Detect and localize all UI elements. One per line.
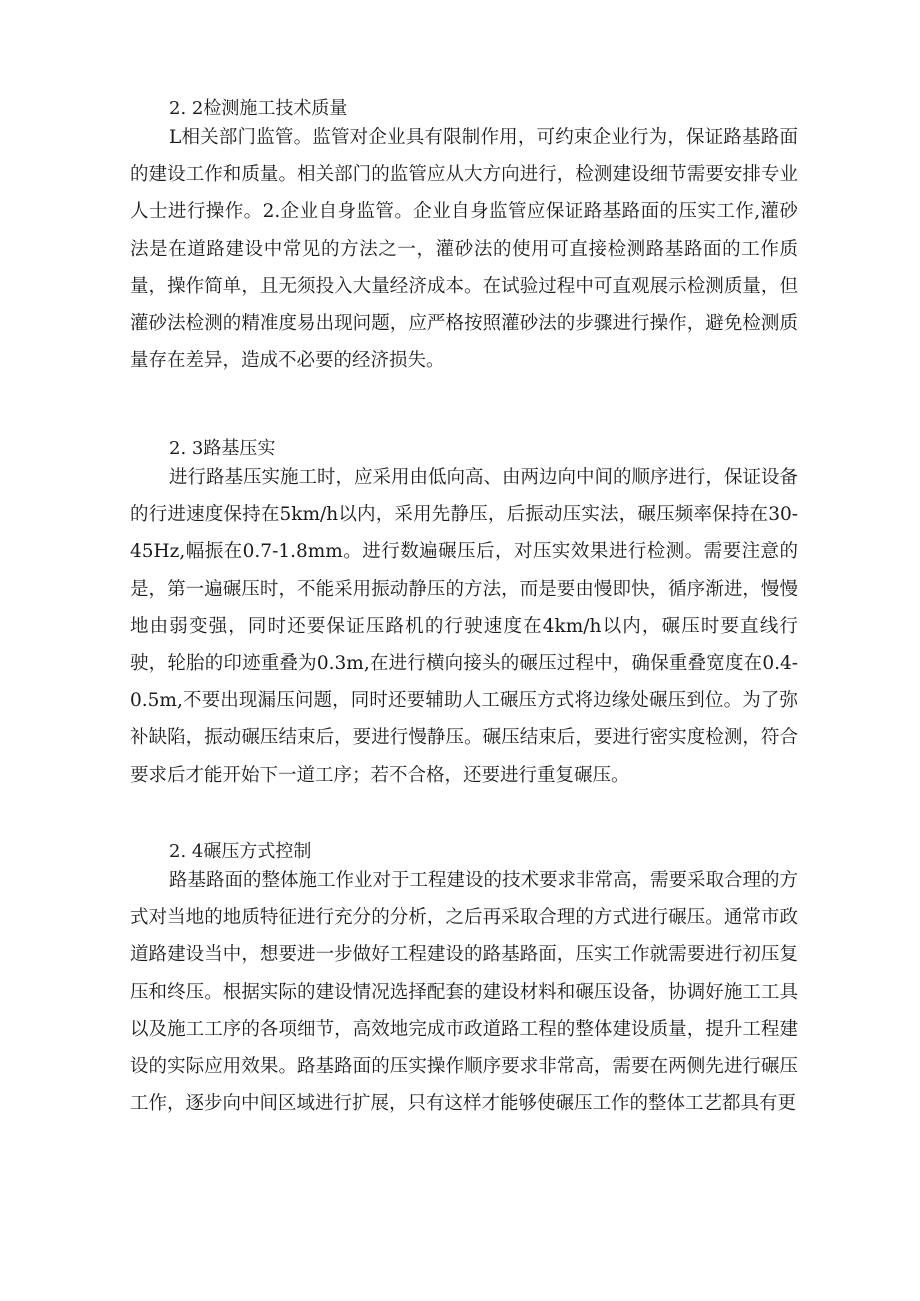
section-heading-2-3: 2. 3路基压实 (169, 438, 276, 459)
section-body-2-4: 路基路面的整体施工作业对于工程建设的技术要求非常高，需要采取合理的方式对当地的地质特征进行充分的分析，之后再采取合理的方式进行碾压。通常市政道路建设当中，想要进一步做好工程建设的路基路面，压实工作就需要进行初压复压和终压。根据实际的建设情况选择配套的建设材料和碾压设备，协调好施工工具以及施工工序的各项细节，高效地完成市政道路工程的整体建设质量，提升工程建设的实际应用效果。路基路面的压实操作顺序要求非常高，需要在两侧先进行碾压工作，逐步向中间区域进行扩展，只有这样才能够使碾压工作的整体工艺都具有更 (130, 870, 799, 1115)
section-heading-2-2: 2. 2检测施工技术质量 (169, 98, 348, 119)
section-heading-2-4: 2. 4碾压方式控制 (169, 841, 312, 862)
section-body-2-2: L相关部门监管。监管对企业具有限制作用，可约束企业行为，保证路基路面的建设工作和质量。相关部门的监管应从大方向进行，检测建设细节需要安排专业人士进行操作。2.企业自身监管。企业自身监管应保证路基路面的压实工作,灌砂法是在道路建设中常见的方法之一，灌砂法的使用可直接检测路基路面的工作质量，操作简单，且无须投入大量经济成本。在试验过程中可直观展示检测质量，但灌砂法检测的精准度易出现问题，应严格按照灌砂法的步骤进行操作，避免检测质量存在差异，造成不必要的经济损失。 (130, 127, 798, 372)
section-body-2-3: 进行路基压实施工时，应采用由低向高、由两边向中间的顺序进行，保证设备的行进速度保持在5km/h以内，采用先静压，后振动压实法，碾压频率保持在30-45Hz,幅振在0.7-1.8mm。进行数遍碾压后，对压实效果进行检测。需要注意的是，第一遍碾压时，不能采用振动静压的方法，而是要由慢即快，循序渐进，慢慢地由弱变强，同时还要保证压路机的行驶速度在4km/h以内，碾压时要直线行驶，轮胎的印迹重叠为0.3m,在进行横向接头的碾压过程中，确保重叠宽度在0.4-0.5m,不要出现漏压问题，同时还要辅助人工碾压方式将边缘处碾压到位。为了弥补缺陷，振动碾压结束后，要进行慢静压。碾压结束后，要进行密实度检测，符合要求后才能开始下一道工序；若不合格，还要进行重复碾压。 (130, 467, 799, 786)
